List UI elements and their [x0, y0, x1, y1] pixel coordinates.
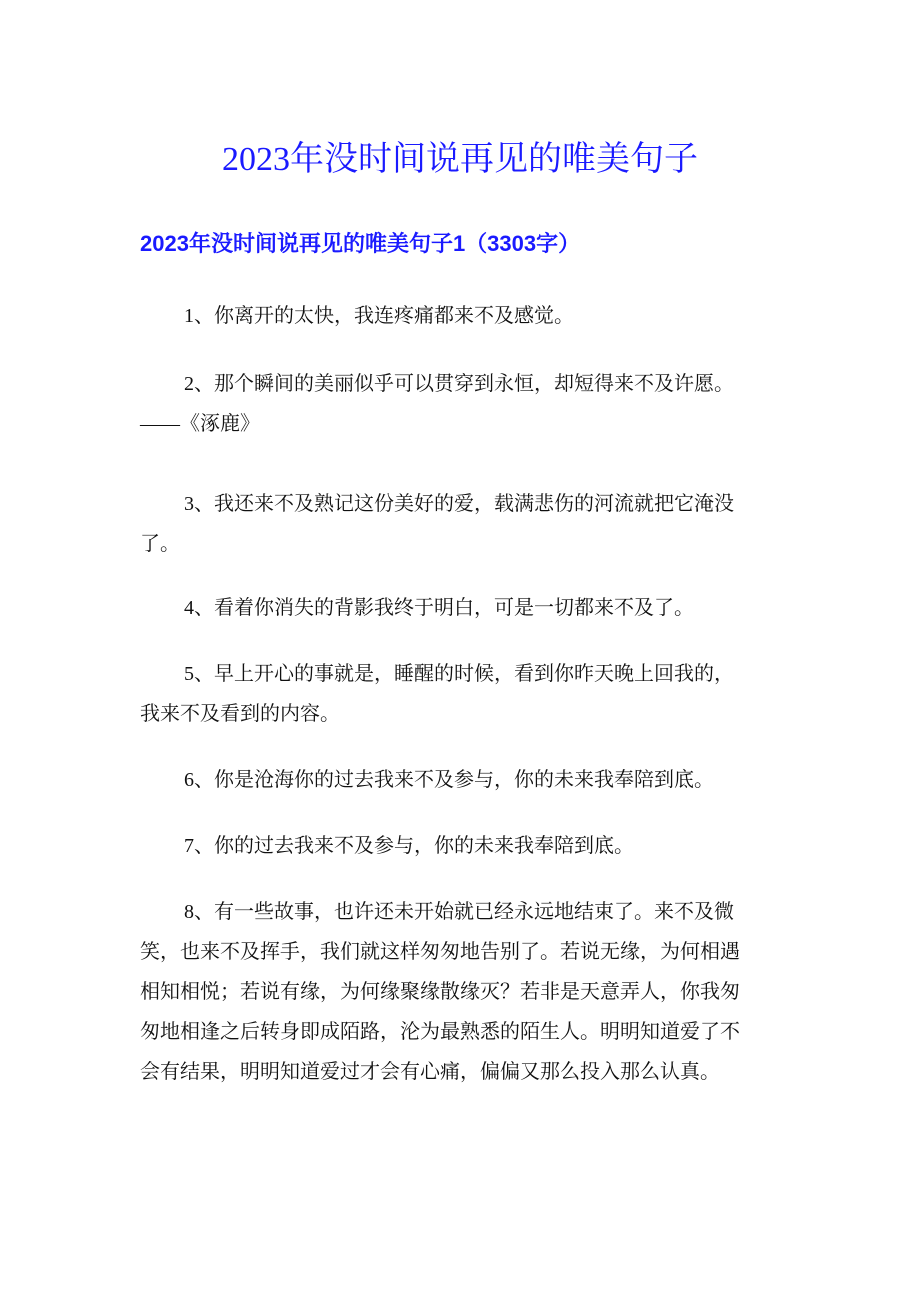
paragraph-line: 6、你是沧海你的过去我来不及参与，你的未来我奉陪到底。	[184, 769, 714, 791]
paragraph-line: 3、我还来不及熟记这份美好的爱，载满悲伤的河流就把它淹没	[184, 493, 734, 515]
paragraph-line: 匆地相逢之后转身即成陌路，沦为最熟悉的陌生人。明明知道爱了不	[140, 1021, 740, 1043]
paragraph-line: 8、有一些故事，也许还未开始就已经永远地结束了。来不及微	[184, 901, 734, 923]
paragraph-1	[140, 296, 790, 336]
paragraph-3	[140, 484, 790, 564]
section-heading: 2023年没时间说再见的唯美句子1（3303字）	[140, 231, 581, 256]
paragraph-5	[140, 654, 790, 734]
paragraph-7	[140, 826, 790, 866]
paragraph-line: 4、看着你消失的背影我终于明白，可是一切都来不及了。	[184, 597, 694, 619]
paragraph-line: 相知相悦；若说有缘，为何缘聚缘散缘灭？若非是天意弄人，你我匆	[140, 981, 740, 1003]
paragraph-line: 1、你离开的太快，我连疼痛都来不及感觉。	[184, 305, 574, 327]
paragraph-line: 了。	[140, 533, 180, 555]
paragraph-line: 我来不及看到的内容。	[140, 703, 340, 725]
paragraph-line: 7、你的过去我来不及参与，你的未来我奉陪到底。	[184, 835, 634, 857]
paragraph-8	[140, 892, 790, 1092]
paragraph-line: 笑，也来不及挥手，我们就这样匆匆地告别了。若说无缘，为何相遇	[140, 941, 740, 963]
paragraph-6	[140, 760, 790, 800]
paragraph-2	[140, 364, 790, 444]
paragraph-line: ——《涿鹿》	[140, 413, 260, 435]
paragraph-4	[140, 588, 790, 628]
document-title: 2023年没时间说再见的唯美句子	[222, 141, 698, 178]
paragraph-line: 会有结果，明明知道爱过才会有心痛，偏偏又那么投入那么认真。	[140, 1061, 720, 1083]
paragraph-line: 2、那个瞬间的美丽似乎可以贯穿到永恒，却短得来不及许愿。	[184, 373, 734, 395]
paragraph-line: 5、早上开心的事就是，睡醒的时候，看到你昨天晚上回我的，	[184, 663, 734, 685]
